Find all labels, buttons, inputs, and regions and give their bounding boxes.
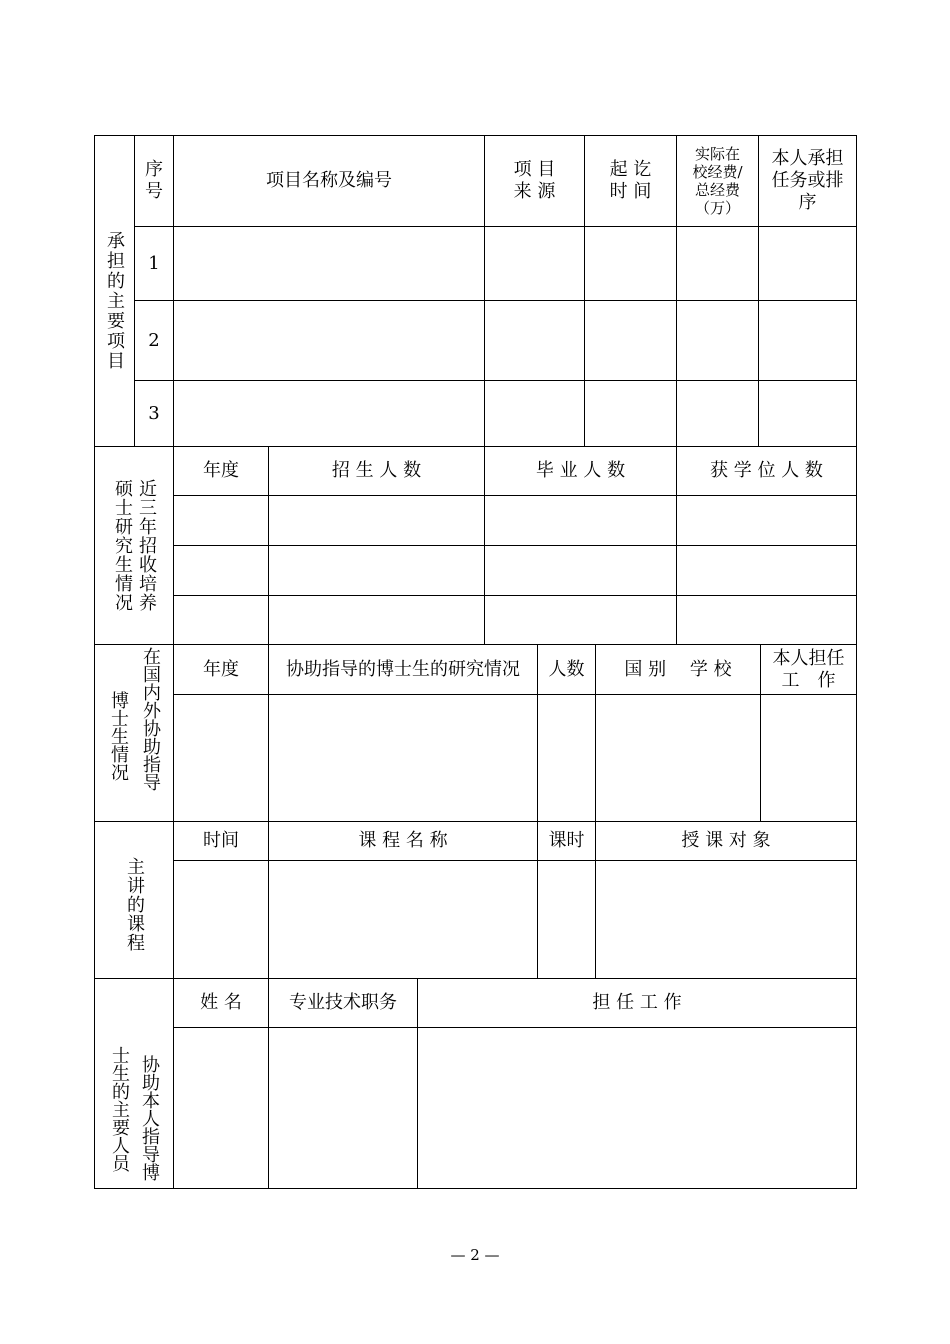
row-seq-2: 2 [148,329,160,351]
section1-side-label: 承担的主要项目 [104,230,125,371]
header-role: 本人承担任务或排序 [771,147,844,213]
header-seq: 序号 [145,158,163,202]
header-assist-role: 本人担任工 作 [772,647,845,691]
header-person-title: 专业技术职务 [289,992,397,1013]
header-count: 人数 [548,658,585,680]
row-seq-3: 3 [148,402,160,424]
page-number: — 2 — [450,1246,500,1264]
header-person-work: 担 任 工 作 [592,992,682,1013]
header-audience: 授 课 对 象 [681,830,771,851]
header-person-name: 姓 名 [200,992,242,1013]
section3-side-label: 博士生情况 在国内外协助指导 [108,647,161,791]
header-period: 起 讫 时 间 [609,158,652,202]
header-project-source: 项 目 来 源 [513,158,556,202]
header-time: 时间 [203,830,239,851]
header-degree: 获 学 位 人 数 [710,460,823,481]
form-table [94,135,857,1189]
header-funding: 实际在校经费/总经费（万） [692,144,743,217]
header-enrolled: 招 生 人 数 [331,460,422,481]
row-seq-1: 1 [148,252,160,274]
header-project-name: 项目名称及编号 [266,169,392,191]
header-country-school: 国 别 学 校 [624,658,732,680]
header-graduated: 毕 业 人 数 [535,460,626,481]
section4-side-label: 主讲的课程 [124,856,145,952]
section5-side-label: 士生的主要人员 协助本人指导博 [109,1045,160,1181]
section2-side-label: 硕士研究生情况 近三年招收培养 [112,479,157,612]
header-assist-year: 年度 [203,658,239,680]
header-hours: 课时 [548,830,585,851]
header-research: 协助指导的博士生的研究情况 [286,658,520,680]
header-course: 课 程 名 称 [358,830,448,851]
header-year: 年度 [203,460,239,481]
